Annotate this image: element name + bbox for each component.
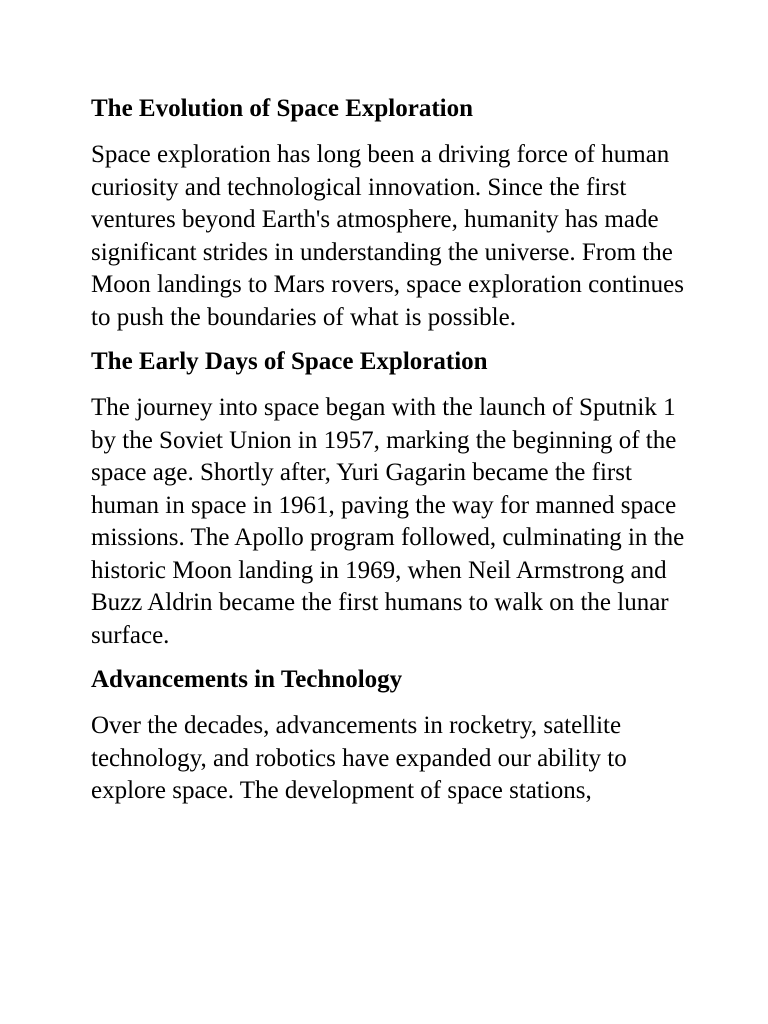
section-paragraph-evolution: Space exploration has long been a driving force of human curiosity and technological innovation. Since the first ventures beyond Earth's atmosphere, humanity has made significant strides in understanding the universe. From the Moon landings to Mars rovers, space exploration continues to push the boundaries of what is possible.	[91, 141, 684, 331]
section-paragraph-early-days: The journey into space began with the launch of Sputnik 1 by the Soviet Union in 1957, marking the beginning of the space age. Shortly after, Yuri Gagarin became the first human in space in 1961, paving the way for manned space missions. The Apollo program followed, culminating in the historic Moon landing in 1969, when Neil Armstrong and Buzz Aldrin became the first humans to walk on the lunar surface.	[91, 394, 685, 649]
section-heading-evolution: The Evolution of Space Exploration	[91, 95, 473, 122]
section-paragraph-advancements: Over the decades, advancements in rocketry, satellite technology, and robotics have expanded our ability to explore space. The development of space stations,	[91, 712, 627, 804]
section-heading-advancements: Advancements in Technology	[91, 666, 403, 693]
section-heading-early-days: The Early Days of Space Exploration	[91, 348, 488, 375]
